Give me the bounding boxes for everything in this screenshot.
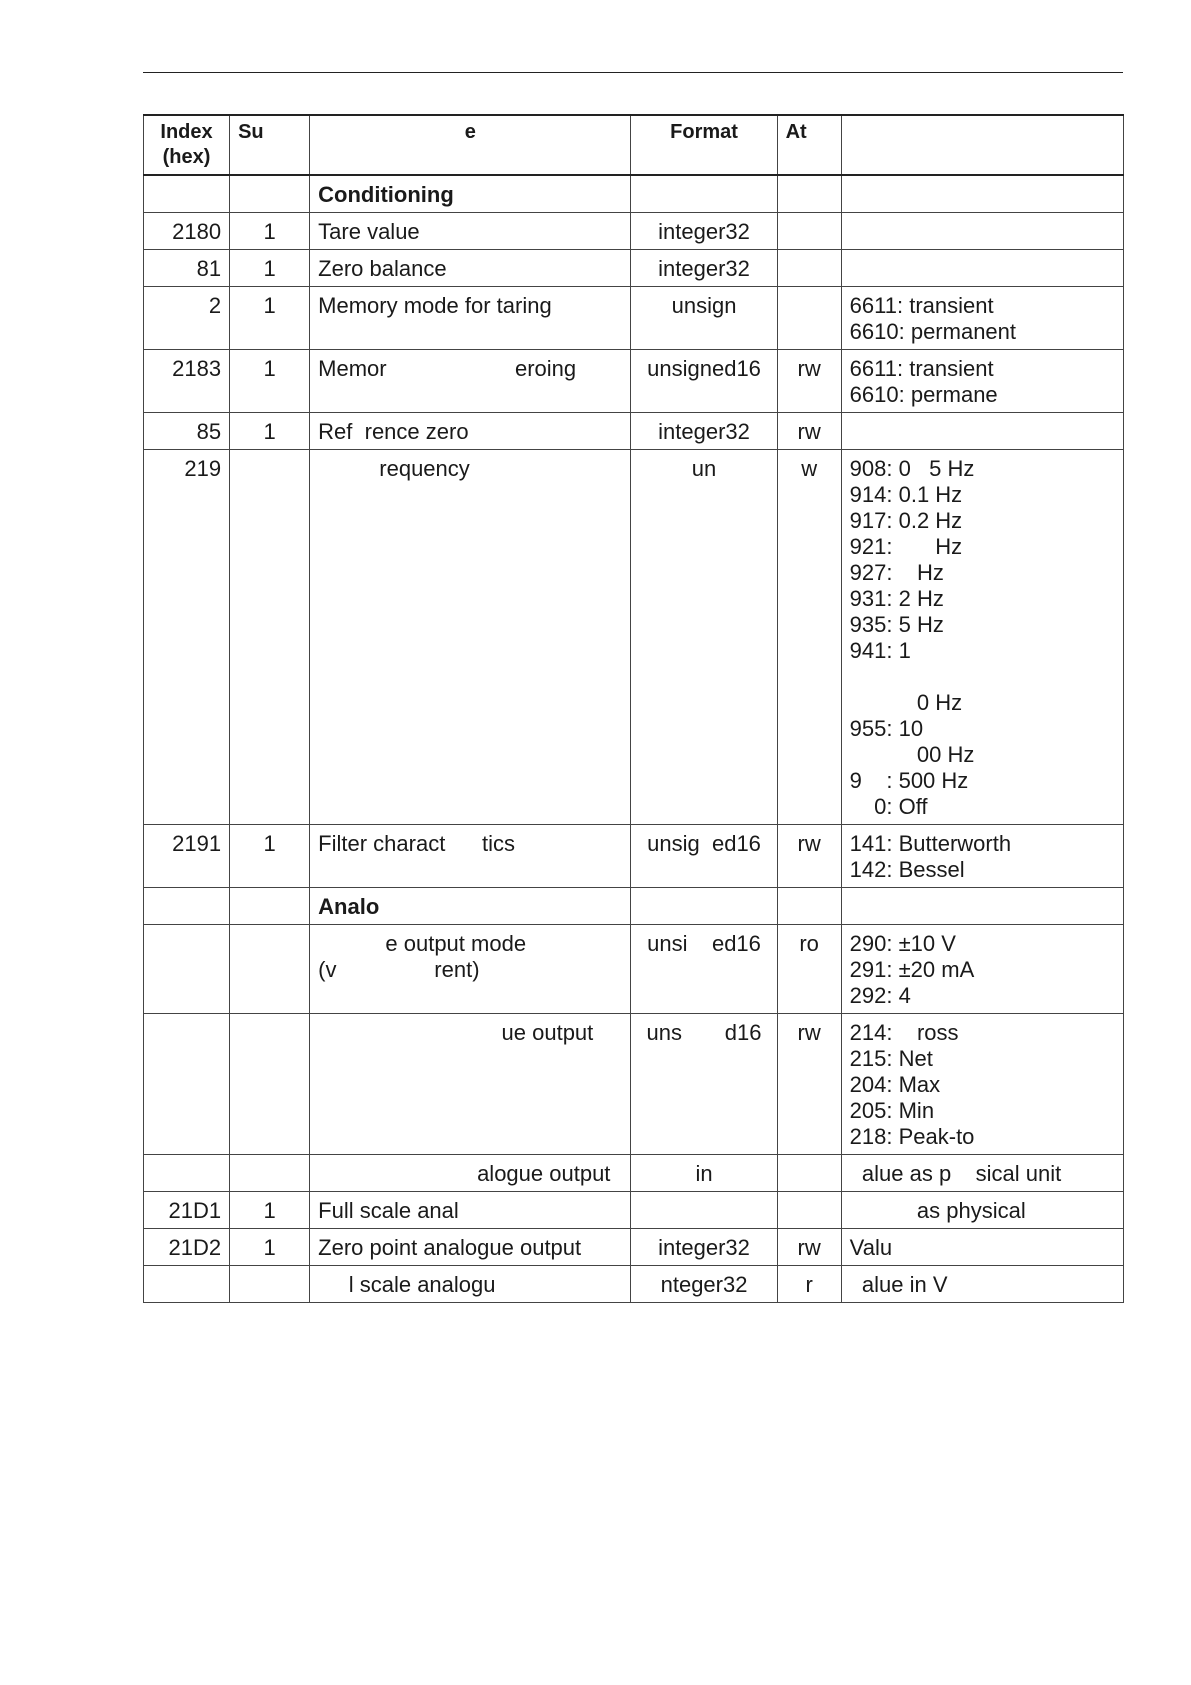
cell-attr	[777, 250, 841, 287]
cell-index: 2	[144, 287, 230, 350]
cell-index: 219	[144, 450, 230, 825]
value-line: 908: 0 5 Hz	[849, 456, 975, 481]
value-line: 215: Net	[849, 1046, 933, 1071]
cell-format: uns d16	[631, 1014, 777, 1155]
cell-index	[144, 175, 230, 213]
cell-sub: 1	[230, 287, 310, 350]
cell-sub: 1	[230, 1229, 310, 1266]
value-line: 0: Off	[849, 794, 928, 819]
cell-values	[841, 450, 1123, 825]
cell-attr: rw	[777, 1014, 841, 1155]
cell-index: 21D1	[144, 1192, 230, 1229]
header-index: Index (hex)	[144, 115, 230, 175]
cell-format: integer32	[631, 413, 777, 450]
cell-name: Zero balance	[310, 250, 631, 287]
cell-attr: r	[777, 1266, 841, 1303]
cell-index: 2183	[144, 350, 230, 413]
cell-sub: 1	[230, 1192, 310, 1229]
cell-index: 81	[144, 250, 230, 287]
value-line: 914: 0.1 Hz	[849, 482, 963, 507]
cell-format: unsig ed16	[631, 825, 777, 888]
cell-index: 21D2	[144, 1229, 230, 1266]
table-row	[144, 213, 1124, 250]
value-line: 218: Peak-to	[849, 1124, 975, 1149]
cell-format	[631, 175, 777, 213]
cell-name: alogue output	[310, 1155, 631, 1192]
value-line: 204: Max	[849, 1072, 941, 1097]
value-line: 142: Bessel	[849, 857, 965, 882]
cell-index	[144, 1014, 230, 1155]
table-row	[144, 413, 1124, 450]
value-line: 955: 10	[849, 716, 924, 741]
cell-name: e output mode (v rent)	[310, 925, 631, 1014]
cell-format: integer32	[631, 213, 777, 250]
cell-name: Analo	[310, 888, 631, 925]
cell-format: un	[631, 450, 777, 825]
cell-index: 2191	[144, 825, 230, 888]
cell-name: Ref rence zero	[310, 413, 631, 450]
cell-name: l scale analogu	[310, 1266, 631, 1303]
cell-name: Zero point analogue output	[310, 1229, 631, 1266]
cell-values	[841, 1014, 1123, 1155]
object-dictionary-table	[143, 114, 1124, 1303]
cell-sub	[230, 175, 310, 213]
cell-values	[841, 1229, 1123, 1266]
value-line: 6611: transient	[849, 293, 994, 318]
value-line: 927: Hz	[849, 560, 944, 585]
cell-name: Memor eroing	[310, 350, 631, 413]
cell-index: 2180	[144, 213, 230, 250]
cell-sub	[230, 1014, 310, 1155]
cell-values	[841, 250, 1123, 287]
cell-sub: 1	[230, 413, 310, 450]
cell-format: unsigned16	[631, 350, 777, 413]
value-line: 6610: permanent	[849, 319, 1017, 344]
value-line: 6611: transient	[849, 356, 994, 381]
value-line	[850, 664, 1115, 690]
value-line: 917: 0.2 Hz	[849, 508, 963, 533]
cell-values	[841, 925, 1123, 1014]
cell-sub	[230, 450, 310, 825]
cell-values	[841, 287, 1123, 350]
table-row	[144, 1229, 1124, 1266]
header-values	[841, 115, 1123, 175]
cell-attr: rw	[777, 413, 841, 450]
cell-index: 85	[144, 413, 230, 450]
value-line: 9 : 500 Hz	[849, 768, 969, 793]
value-line: 6610: permane	[849, 382, 998, 407]
table-row	[144, 350, 1124, 413]
value-line: 205: Min	[849, 1098, 935, 1123]
value-line: 214: ross	[849, 1020, 959, 1045]
section-row	[144, 175, 1124, 213]
value-line: 291: ±20 mA	[849, 957, 975, 982]
table-row	[144, 825, 1124, 888]
cell-name: Full scale anal	[310, 1192, 631, 1229]
table-row	[144, 450, 1124, 825]
cell-index	[144, 888, 230, 925]
cell-sub	[230, 925, 310, 1014]
table-row	[144, 925, 1124, 1014]
cell-name: ue output	[310, 1014, 631, 1155]
value-line: alue in V	[849, 1272, 948, 1297]
table-body	[144, 175, 1124, 1303]
cell-sub: 1	[230, 250, 310, 287]
cell-name: Conditioning	[310, 175, 631, 213]
value-line: 141: Butterworth	[849, 831, 1012, 856]
cell-values	[841, 350, 1123, 413]
value-line: alue as p sical unit	[849, 1161, 1062, 1186]
cell-values	[841, 825, 1123, 888]
cell-sub	[230, 888, 310, 925]
cell-values	[841, 1155, 1123, 1192]
value-line: 290: ±10 V	[849, 931, 956, 956]
cell-name: Memory mode for taring	[310, 287, 631, 350]
header-sub: Su	[230, 115, 310, 175]
cell-attr	[777, 1155, 841, 1192]
header-rule	[143, 72, 1123, 73]
value-line: as physical	[849, 1198, 1026, 1223]
cell-attr	[777, 213, 841, 250]
cell-index	[144, 925, 230, 1014]
cell-name: Tare value	[310, 213, 631, 250]
cell-values	[841, 1266, 1123, 1303]
value-line: 0 Hz	[849, 690, 963, 715]
cell-format: unsign	[631, 287, 777, 350]
table-row	[144, 287, 1124, 350]
cell-format: unsi ed16	[631, 925, 777, 1014]
cell-attr: rw	[777, 825, 841, 888]
cell-sub: 1	[230, 350, 310, 413]
table-row	[144, 250, 1124, 287]
value-line: 00 Hz	[849, 742, 975, 767]
value-line: 931: 2 Hz	[849, 586, 944, 611]
cell-attr: rw	[777, 350, 841, 413]
cell-attr	[777, 175, 841, 213]
cell-attr: rw	[777, 1229, 841, 1266]
value-line: Valu	[849, 1235, 893, 1260]
cell-name: Filter charact tics	[310, 825, 631, 888]
value-line: 941: 1	[849, 638, 911, 663]
cell-values	[841, 413, 1123, 450]
cell-format	[631, 1192, 777, 1229]
table-row	[144, 1266, 1124, 1303]
cell-attr	[777, 888, 841, 925]
cell-format: nteger32	[631, 1266, 777, 1303]
table-row	[144, 1155, 1124, 1192]
cell-values	[841, 213, 1123, 250]
cell-values	[841, 175, 1123, 213]
header-name: e	[310, 115, 631, 175]
table-row	[144, 1014, 1124, 1155]
value-line: 935: 5 Hz	[849, 612, 944, 637]
cell-attr	[777, 1192, 841, 1229]
cell-sub	[230, 1155, 310, 1192]
cell-values	[841, 1192, 1123, 1229]
cell-format: integer32	[631, 250, 777, 287]
cell-index	[144, 1155, 230, 1192]
cell-sub	[230, 1266, 310, 1303]
cell-index	[144, 1266, 230, 1303]
table-header-row	[144, 115, 1124, 175]
value-line: 921: Hz	[849, 534, 963, 559]
cell-sub: 1	[230, 825, 310, 888]
cell-attr	[777, 287, 841, 350]
cell-values	[841, 888, 1123, 925]
cell-format: integer32	[631, 1229, 777, 1266]
header-format: Format	[631, 115, 777, 175]
table-row	[144, 1192, 1124, 1229]
cell-format: in	[631, 1155, 777, 1192]
cell-attr: w	[777, 450, 841, 825]
cell-name: requency	[310, 450, 631, 825]
section-row	[144, 888, 1124, 925]
cell-format	[631, 888, 777, 925]
value-line: 292: 4	[849, 983, 911, 1008]
header-attr: At	[777, 115, 841, 175]
cell-attr: ro	[777, 925, 841, 1014]
cell-sub: 1	[230, 213, 310, 250]
